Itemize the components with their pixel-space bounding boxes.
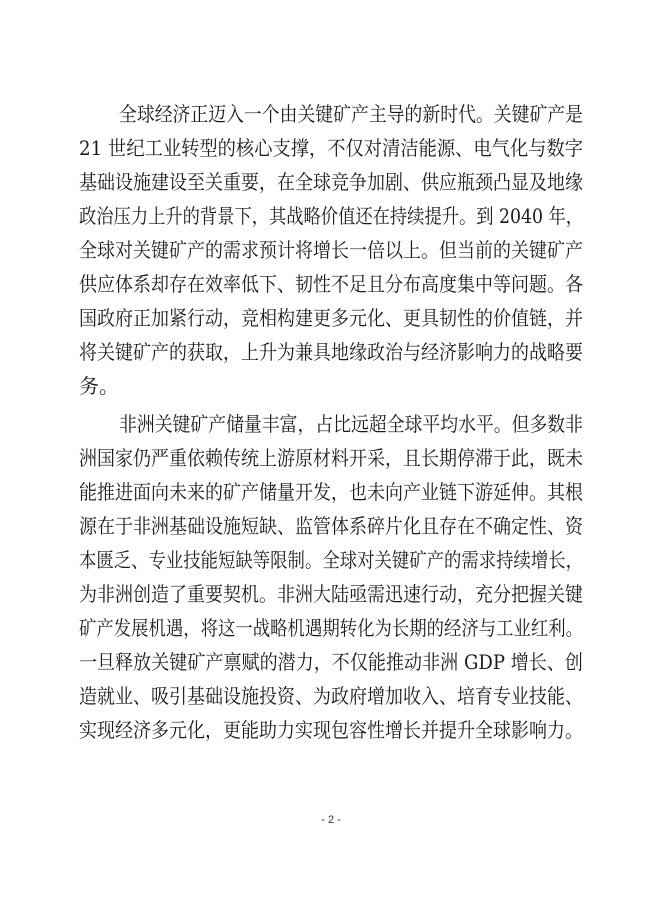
paragraph-line: 基础设施建设至关重要，在全球竞争加剧、供应瓶颈凸显及地缘	[79, 170, 583, 194]
paragraph-line: 洲国家仍严重依赖传统上游原材料开采，且长期停滞于此，既未	[79, 446, 583, 470]
page-number: - 2 -	[321, 814, 341, 826]
paragraph-line: 造就业、吸引基础设施投资、为政府增加收入、培育专业技能、	[79, 684, 583, 708]
paragraph-line: 源在于非洲基础设施短缺、监管体系碎片化且存在不确定性、资	[79, 514, 583, 538]
paragraph-line: 全球对关键矿产的需求预计将增长一倍以上。但当前的关键矿产	[79, 238, 583, 262]
paragraph-line: 本匮乏、专业技能短缺等限制。全球对关键矿产的需求持续增长，	[79, 548, 584, 572]
paragraph-line: 一旦释放关键矿产禀赋的潜力，不仅能推动非洲 GDP 增长、创	[79, 650, 583, 674]
paragraph-line: 能推进面向未来的矿产储量开发，也未向产业链下游延伸。其根	[79, 480, 583, 504]
paragraph-line: 为非洲创造了重要契机。非洲大陆亟需迅速行动，充分把握关键	[79, 582, 583, 606]
paragraph-line: 国政府正加紧行动，竞相构建更多元化、更具韧性的价值链，并	[79, 306, 583, 330]
paragraph-line: 务。	[79, 374, 119, 398]
paragraph-line: 非洲关键矿产储量丰富，占比远超全球平均水平。但多数非	[119, 412, 583, 436]
paragraph-line: 全球经济正迈入一个由关键矿产主导的新时代。关键矿产是	[119, 102, 583, 126]
paragraph-line: 21 世纪工业转型的核心支撑，不仅对清洁能源、电气化与数字	[79, 136, 584, 160]
paragraph-line: 供应体系却存在效率低下、韧性不足且分布高度集中等问题。各	[79, 272, 583, 296]
paragraph-line: 实现经济多元化，更能助力实现包容性增长并提升全球影响力。	[79, 718, 583, 742]
paragraph-line: 政治压力上升的背景下，其战略价值还在持续提升。到 2040 年，	[79, 204, 584, 228]
paragraph-line: 将关键矿产的获取，上升为兼具地缘政治与经济影响力的战略要	[79, 340, 583, 364]
paragraph-line: 矿产发展机遇，将这一战略机遇期转化为长期的经济与工业红利。	[79, 616, 584, 640]
